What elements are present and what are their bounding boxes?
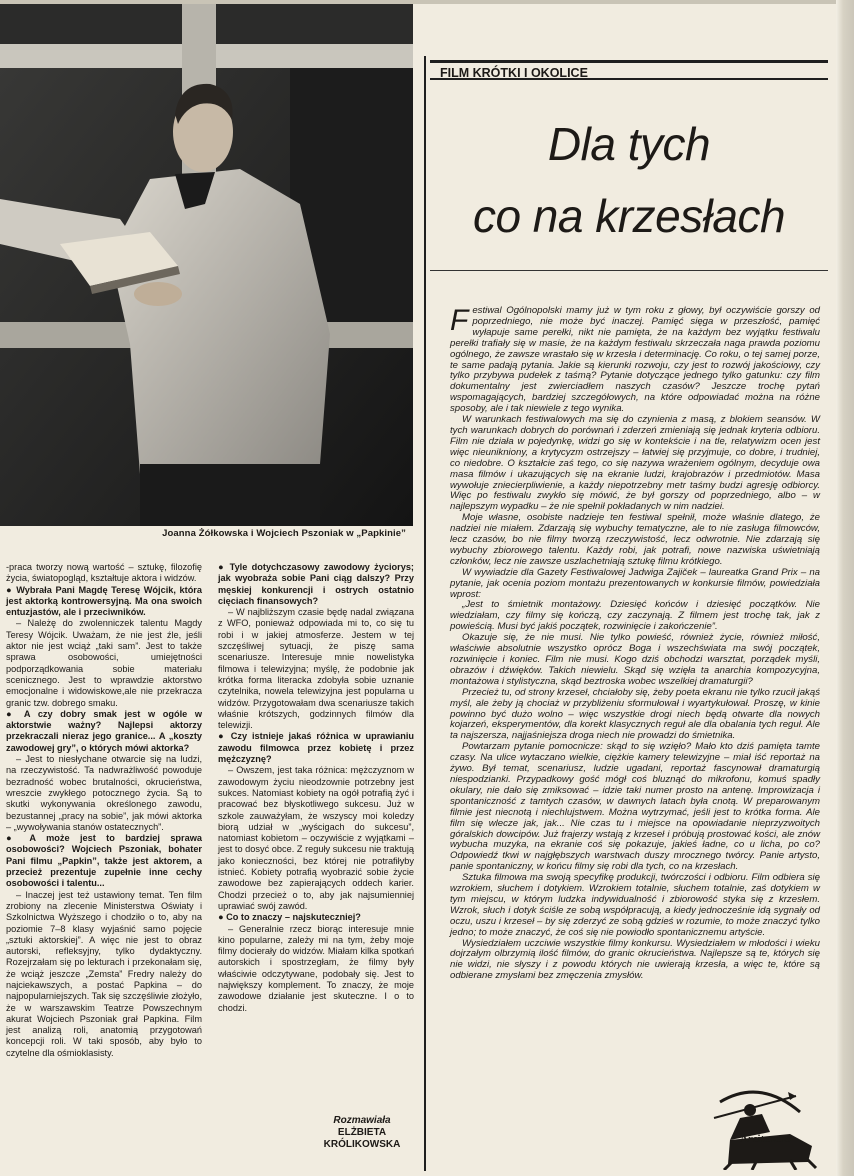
article-paragraph: Przecież tu, od strony krzeseł, chciałoby się, żeby poeta ekranu nie tylko rzucił jakąś myśl, ale żeby ją chociaż w przybliżeniu sformułował i wyartykułował. Proszę, w kinie powinno być dużo wolno – więc wszystkie drogi niech będą otwarte dla nowych kojarzeń, eksperymentów, dla korekt klasycznych reguł ale dla obalania tych reguł. Ale ta najszersza, najjaśniejsza droga niech nie prowadzi do śmietnika. — [450, 686, 820, 742]
interview-column-2 — [218, 562, 414, 1014]
logo-text: Arcitenens — [740, 1133, 791, 1145]
signature-name-first: ELŻBIETA — [337, 1127, 387, 1138]
drop-cap: F — [450, 304, 469, 337]
interview-answer: – Generalnie rzecz biorąc interesuje mnie kino popularne, zależy mi na tym, żeby moje filmy docierały do widzów. Miałam kilka spotkań autorskich i spostrzegłam, że filmy były właściwie odczytywane, podobały się. Jest to największy komplement. To znaczy, że moje zawodowe działanie jest skuteczne. I o to chodzi. — [218, 923, 414, 1013]
interview-signature — [308, 1115, 416, 1151]
interview-question: ● Tyle dotychczasowy zawodowy życiorys; jak wyobraża sobie Pani ciąg dalszy? Przy męskiej konkurencji i ostrych ostatnio cięciach finansowych? — [218, 562, 414, 607]
article-title — [430, 108, 828, 252]
article-paragraph: „Jest to śmietnik montażowy. Dziesięć końców i dziesięć początków. Nie wiedziałam, czy filmy się kończą, czy zaczynają. Z filmem jest trochę tak, jak z powieścią. Musi być jakiś początek, rozwinięcie i zakończenie”. — [450, 599, 820, 633]
article-paragraph: W warunkach festiwalowych ma się do czynienia z masą, z blokiem seansów. W tych warunkach dobrych do porównań i zderzeń zmieniają się jednak kryteria odbioru. Film nie działa w pojedynkę, widzi go się w kontekście i na tle, relatywizm ocen jest więc nieunikniony, a krytycyzm ostrzejszy – łatwiej się przyjmuje, co dobre, i trudniej, co niedobre. O kształcie zaś tego, co się nazywa wrażeniem ogólnym, decyduje owa masa filmów i ukazujących się na ekranie ludzi, krajobrazów i przedmiotów. Masa wywołuje zniecierpliwienie, a każdy niepotrzebny metr taśmy budzi agresję odbiorcy. Więc po festiwalu zwykło się mówić, że był gorszy od poprzedniego, albo – w najlepszym wypadku – że nie spełnił pokładanych w nim nadziei. — [450, 414, 820, 513]
film-still-photo — [0, 4, 413, 526]
article-paragraph: Powtarzam pytanie pomocnicze: skąd to się wzięło? Mało kto dziś pamięta tamte czasy. Na ulice wytaczano wielkie, ciężkie kamery telewizyjne – miał iść reportaż na żywo. Był temat, scenariusz, ludzie ugadani, reportaż fascynował dramaturgią niespodzianki. Przypadkowy gość mógł coś bluznąć do mikrofonu, komuś spadły okulary, nie dało się zmiksować – idzie taki numer prosto na antenę. Improwizacja i spontaniczność z tamtych czasów, w dawnych latach była cnotą. W preparowanym filmie jest niecnotą i niechlujstwem. Można wytrzymać, jeśli jest to krótka forma. Ale film się wlecze jak, jak... Nie czas tu i miejsce na opowiadanie nieprzyzwoitych góralskich dowcipów. Już frajerzy wstają z krzeseł i próbują prostować kości, ale znów wybucha muzyka, na ekranie coś się pokazuje, jakieś ładne, co u licha, po co? Odpowiedź tkwi w najgłębszych warstwach duszy mrocznego twórcy. Panie artysto, panie spontaniczny, w końcu filmy się robi dla tych, co na krzesłach. — [450, 741, 820, 873]
sagittarius-archer-logo — [700, 1082, 828, 1170]
signature-name-last: KRÓLIKOWSKA — [323, 1139, 401, 1150]
article-paragraph: Sztuka filmowa ma swoją specyfikę produkcji, twórczości i odbioru. Film odbiera się wzrokiem, słuchem i dotykiem. Wzrokiem totalnie, słuchem totalnie, zaś dotykiem w tym miejscu, w którym ludzka indywidualność i zbiorowość styka się z krzesłem. Wzrok, słuch i dotyk ściśle ze sobą współpracują, a kiedy jednocześnie idą sygnały od oczu, uszu i krzeseł – by się zderzyć ze sobą gdzieś w rozumie, to może znaczyć tylko jedno; to może znaczyć, że coś się nie powiodło spontanicznemu artyście. — [450, 872, 820, 938]
title-rule — [430, 270, 828, 271]
article-body — [450, 306, 820, 982]
signature-label: Rozmawiała — [333, 1115, 391, 1126]
article-paragraph-text: estiwal Ogólnopolski mamy już w tym roku z głowy, był oczywiście gorszy od poprzedniego, nie może być inaczej. Pamięć sięga w przeszłość, pamięć wyłapuje same perełki, nikt nie pamięta, że na każdym bez wyjątku festiwalu perełki trafiały się w masie, że na każdym festiwalu skrzeczała naga prawda poziomu ogólnego, że zawsze wrastało się w krzesła i determinację. Co roku, o tej samej porze, te same padają pytania. Jakie są kierunki rozwoju, czy jest to rozwój jakościowy, czy tylko przybywa pudełek z taśmą? Pytanie dotyczące jednego tylko gatunku: czy film dokumentalny jest zwierciadłem naszych czasów? Jeszcze trochę pytań wspomagających, bardziej szczegółowych, na które odpowiadać można na różne sposoby, ale i tak niewiele z tego wynika. — [450, 305, 820, 415]
article-paragraph: Wysiedziałem uczciwie wszystkie filmy konkursu. Wysiedziałem w młodości i wieku dojrzałym olbrzymią ilość filmów, do granic okrucieństwa. Najlepsze są te, których się nie widzi, nie słyszy i z powodu których nie uwierają krzesła, a więc te, które są odbierane zmysłami bez zmęczenia zmysłów. — [450, 937, 820, 982]
article-paragraph: W wywiadzie dla Gazety Festiwalowej Jadwiga Zajiček – laureatka Grand Prix – na pytanie, jak ocenia poziom montażu prezentowanych w konkursie filmów, powiedziała wprost: — [450, 566, 820, 600]
article-paragraph — [450, 306, 820, 415]
article-title-line-1: Dla tych — [547, 118, 711, 170]
interview-question: ● Wybrała Pani Magdę Teresę Wójcik, która jest aktorką kontrowersyjną. Ma ona swoich entuzjastów, ale i przeciwników. — [6, 585, 202, 619]
interview-answer: – Inaczej jest też ustawiony temat. Ten film zrobiony na zlecenie Ministerstwa Oświaty i Szkolnictwa Wyższego i chodziło o to, aby na poziomie 7–8 klasy wyjaśnić samo pojęcie „sztuki aktorskiej”. A więc nie jest to obraz autorski, refleksyjny, tylko dydaktyczny. Rozejrzałam się po lekturach i przekonałam się, że wciąż jeszcze „Zemsta” Fredry należy do najciekawszych, a postać Papkina – do najpopularniejszych. Tak się szczęśliwie złożyło, że w warszawskim Teatrze Powszechnym akurat Wojciech Pszoniak grał Papkina. Film jest analizą roli, anatomią przygotowań koncepcji roli. W taki sposób, aby było to czytelne dla ośmioklasisty. — [6, 889, 202, 1058]
interview-question: ● Czy istnieje jakaś różnica w uprawianiu zawodu filmowca przez kobietę i przez mężczyznę? — [218, 731, 414, 765]
article-paragraph: Moje własne, osobiste nadzieje ten festiwal spełnił, może właśnie dlatego, że nadziei nie miałem. Zdarzają się wybuchy tematyczne, ale to nie zasługa filmowców, lecz czasów, bo nie filmy tworzą rzeczywistość, lecz odwrotnie. Nie zdarzają się wybuchy zbiorowego talentu. Każdy robi, jak potrafi, nowe nazwiska uświetniają członków, lecz nie zawsze uszlachetniają sztukę filmu krótkiego. — [450, 512, 820, 567]
photo-illustration — [0, 4, 413, 526]
interview-answer: – Owszem, jest taka różnica: mężczyznom w zawodowym życiu nieodzownie potrzebny jest sukces. Natomiast kobiety na ogół potrafią żyć i pracować bez błyskotliwego sukcesu. Już w szkole zauważyłam, że wszyscy moi koledzy biorą udział w „wyścigach do sukcesu”, natomiast kobietom – oczywiście z wyjątkami – jest to dosyć obce. Z reguły sukcesu nie traktują jako konieczności, bez której nie potrafiłyby istnieć. Kobiety potrafią wyobrazić sobie życie zawodowe bez zapierających oddech karier. Chodzi przecież o to, aby jak najsumienniej uprawiać swój zawód. — [218, 765, 414, 911]
interview-answer: – W najbliższym czasie będę nadal związana z WFO, ponieważ odpowiada mi to, co się tu robi i w jakiej atmosferze. Jestem w tej szczęśliwej sytuacji, że piszę sama scenariusze. Interesuje mnie nowelistyka filmowa i telewizyjna; myślę, że podobnie jak krótka forma literacka zdobyła sobie uznanie czytelnika, nowela telewizyjna jest popularna u widzów. Przygotowałam dwa scenariusze takich właśnie krótszych, godzinnych filmów dla telewizji. — [218, 607, 414, 731]
page-right-edge — [836, 0, 854, 1176]
interview-column-1 — [6, 562, 202, 1059]
interview-question: ● A czy dobry smak jest w ogóle w aktorstwie ważny? Najlepsi aktorzy przekraczali nieraz jego granice... A „koszty zawodowej gry”, o których mówi aktorka? — [6, 709, 202, 754]
interview-answer: – Należę do zwolenniczek talentu Magdy Teresy Wójcik. Uważam, że nie jest źle, jeśli aktor nie jest wciąż „taki sam”. Jest to także sprawa osobowości, umiejętności podporządkowania sobie materiału scenicznego. Jest to wprawdzie aktorstwo emocjonalne i widowiskowe,ale nie przekracza granic tzw. dobrego smaku. — [6, 618, 202, 708]
article-paragraph: Okazuje się, że nie musi. Nie tylko powieść, również życie, również miłość, właściwie absolutnie wszystko oprócz Boga i wszechświata ma swój początek, rozwinięcie i koniec. Film nie musi. Kogo dziś obchodzi warsztat, porządek myśli, obrazów i dźwięków. Takich niewielu. Skąd się wzięła ta anarchia kompozycyjna, montażowa i stylistyczna, skąd beztroska wobec wszelkiej dramaturgii? — [450, 632, 820, 687]
interview-question: ● Co to znaczy – najskuteczniej? — [218, 912, 414, 923]
interview-question: ● A może jest to bardziej sprawa osobowości? Wojciech Pszoniak, bohater Pani filmu „Papkin”, także jest aktorem, a przecież prezentuje zupełnie inne cechy osobowości i talentu... — [6, 833, 202, 889]
interview-answer: – Jest to niesłychane otwarcie się na ludzi, na rzeczywistość. Ta nadwrażliwość powoduje bezradność wobec brutalności, okrucieństwa, wreszcie zwykłego potocznego życia. Są to skutki wykonywania określonego zawodu, bezustannej „pracy na sobie”, jak mówi aktorka – „wywoływania stanów ostatecznych”. — [6, 754, 202, 832]
interview-answer: -praca tworzy nową wartość – sztukę, filozofię życia, światopogląd, kształtuje aktora i widzów. — [6, 562, 202, 584]
section-header: FILM KRÓTKI I OKOLICE — [430, 60, 828, 80]
article-title-line-2: co na krzesłach — [472, 190, 786, 242]
photo-caption: Joanna Żółkowska i Wojciech Pszoniak w „Papkinie” — [162, 528, 406, 539]
